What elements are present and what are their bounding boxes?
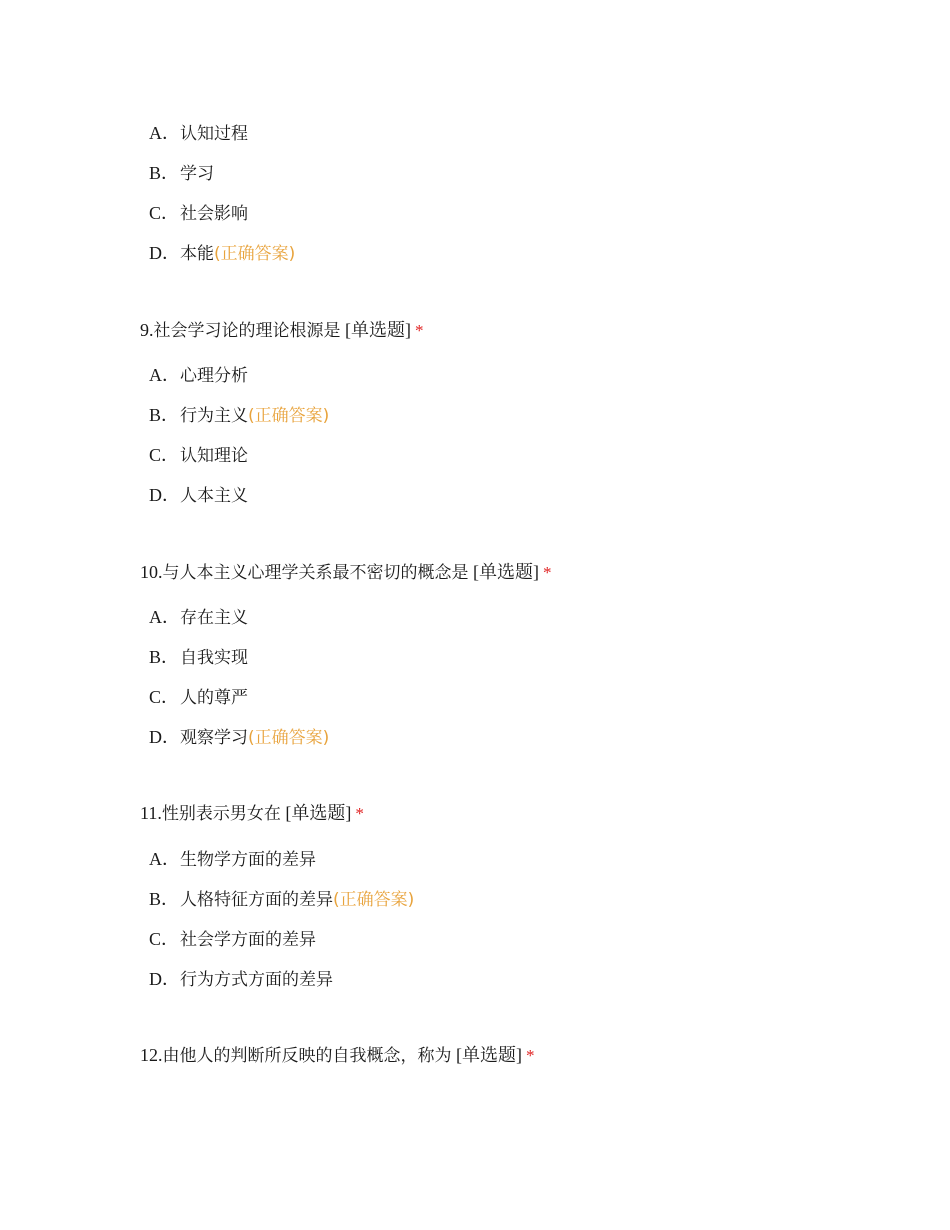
question-type: [单选题] bbox=[340, 320, 411, 340]
option-letter: B． bbox=[149, 405, 180, 425]
option-11-a bbox=[149, 848, 316, 871]
option-9-a bbox=[149, 364, 248, 387]
correct-answer-mark: (正确答案) bbox=[248, 728, 330, 748]
option-letter: D． bbox=[149, 485, 180, 505]
option-text: 学习 bbox=[180, 164, 214, 184]
option-8-c bbox=[149, 202, 248, 225]
required-asterisk: * bbox=[415, 321, 424, 340]
option-text: 行为主义 bbox=[180, 406, 248, 426]
question-text: 与人本主义心理学关系最不密切的概念是 bbox=[162, 563, 469, 583]
option-text: 本能 bbox=[180, 244, 214, 264]
option-letter: C． bbox=[149, 687, 180, 707]
option-letter: C． bbox=[149, 929, 180, 949]
option-11-b bbox=[149, 888, 414, 911]
question-11-title bbox=[140, 802, 364, 825]
option-8-a bbox=[149, 122, 248, 145]
option-letter: A． bbox=[149, 849, 180, 869]
option-10-a bbox=[149, 606, 248, 629]
option-10-c bbox=[149, 686, 248, 709]
question-number: 12. bbox=[140, 1045, 163, 1065]
required-asterisk: * bbox=[355, 804, 364, 823]
question-number: 10. bbox=[140, 562, 163, 582]
question-type: [单选题] bbox=[468, 562, 539, 582]
option-text: 自我实现 bbox=[180, 648, 248, 668]
question-type: [单选题] bbox=[280, 803, 352, 823]
option-text: 行为方式方面的差异 bbox=[180, 970, 333, 990]
option-10-d bbox=[149, 726, 329, 749]
option-text: 存在主义 bbox=[180, 608, 248, 628]
option-11-c bbox=[149, 928, 316, 951]
option-letter: A． bbox=[149, 123, 180, 143]
option-text: 认知过程 bbox=[180, 124, 248, 144]
option-text: 人格特征方面的差异 bbox=[180, 890, 333, 910]
correct-answer-mark: (正确答案) bbox=[248, 406, 330, 426]
option-text: 心理分析 bbox=[180, 366, 248, 386]
option-letter: A． bbox=[149, 365, 180, 385]
option-9-d bbox=[149, 484, 248, 507]
question-type: [单选题] bbox=[451, 1045, 522, 1065]
option-11-d bbox=[149, 968, 333, 991]
option-text: 社会影响 bbox=[180, 204, 248, 224]
question-10-title bbox=[140, 561, 552, 584]
option-9-b bbox=[149, 404, 329, 427]
correct-answer-mark: (正确答案) bbox=[214, 244, 296, 264]
option-text: 生物学方面的差异 bbox=[180, 850, 316, 870]
option-letter: C． bbox=[149, 445, 180, 465]
question-number: 11. bbox=[140, 803, 162, 823]
option-text: 观察学习 bbox=[180, 728, 248, 748]
option-8-d bbox=[149, 242, 295, 265]
option-9-c bbox=[149, 444, 248, 467]
option-8-b bbox=[149, 162, 214, 185]
correct-answer-mark: (正确答案) bbox=[333, 890, 415, 910]
option-10-b bbox=[149, 646, 248, 669]
question-text: 性别表示男女在 bbox=[161, 804, 281, 824]
option-letter: C． bbox=[149, 203, 180, 223]
question-text: 由他人的判断所反映的自我概念，称为 bbox=[162, 1046, 452, 1066]
option-text: 人本主义 bbox=[180, 486, 248, 506]
question-12-title bbox=[140, 1044, 535, 1067]
option-letter: D． bbox=[149, 243, 180, 263]
required-asterisk: * bbox=[543, 563, 552, 582]
option-text: 社会学方面的差异 bbox=[180, 930, 316, 950]
option-text: 认知理论 bbox=[180, 446, 248, 466]
option-text: 人的尊严 bbox=[180, 688, 248, 708]
required-asterisk: * bbox=[526, 1046, 535, 1065]
option-letter: D． bbox=[149, 969, 180, 989]
question-number: 9. bbox=[140, 320, 154, 340]
option-letter: B． bbox=[149, 647, 180, 667]
question-9-title bbox=[140, 319, 424, 342]
option-letter: D． bbox=[149, 727, 180, 747]
question-text: 社会学习论的理论根源是 bbox=[153, 321, 341, 341]
option-letter: B． bbox=[149, 889, 180, 909]
option-letter: B． bbox=[149, 163, 180, 183]
option-letter: A． bbox=[149, 607, 180, 627]
